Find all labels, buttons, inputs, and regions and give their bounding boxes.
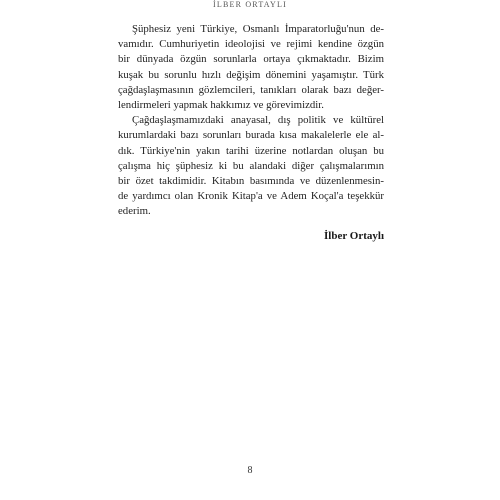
paragraph-line: kuşak bu sorunlu hızlı değişim dönemini yaşamıştır. Türk (118, 68, 384, 81)
paragraph-line: de yardımcı olan Kronik Kitap'a ve Adem Koçal'a teşekkür (118, 190, 384, 203)
paragraph-line: Çağdaşlaşmamızdaki anayasal, dış politik ve kültürel (132, 114, 384, 127)
paragraph-line: Şüphesiz yeni Türkiye, Osmanlı İmparatorluğu'nun de- (132, 23, 384, 35)
author-signature: İlber Ortaylı (324, 230, 384, 242)
paragraph-line: kurumlardaki bazı sorunları burada kısa makalelerle ele al- (118, 129, 384, 142)
paragraph-line: vamıdır. Cumhuriyetin ideolojisi ve rejimi kendine özgün (118, 38, 384, 51)
running-header: İLBER ORTAYLI (213, 0, 287, 9)
page-number: 8 (247, 465, 253, 476)
paragraph-line: bir dünyada özgün sorunlarla ortaya çıkmaktadır. Bizim (118, 53, 384, 66)
paragraph-line: bir özet takdimidir. Kitabın basımında ve düzenlenmesin- (118, 175, 384, 188)
paragraph-line: dık. Türkiye'nin yakın tarihi üzerine notlardan oluşan bu (118, 144, 384, 157)
paragraph-2 (118, 113, 384, 219)
paragraph-line: çağdaşlaşmasının gözlemcileri, tanıkları olarak bazı değer- (118, 83, 384, 96)
paragraph-line: ederim. (118, 205, 151, 218)
paragraph-line: lendirmeleri yapmak hakkımız ve görevimizdir. (118, 99, 324, 112)
paragraph-1 (118, 22, 384, 113)
body-text (118, 22, 384, 220)
paragraph-line: çalışma hiç şüphesiz ki bu alandaki diğer çalışmalarımın (118, 159, 384, 172)
